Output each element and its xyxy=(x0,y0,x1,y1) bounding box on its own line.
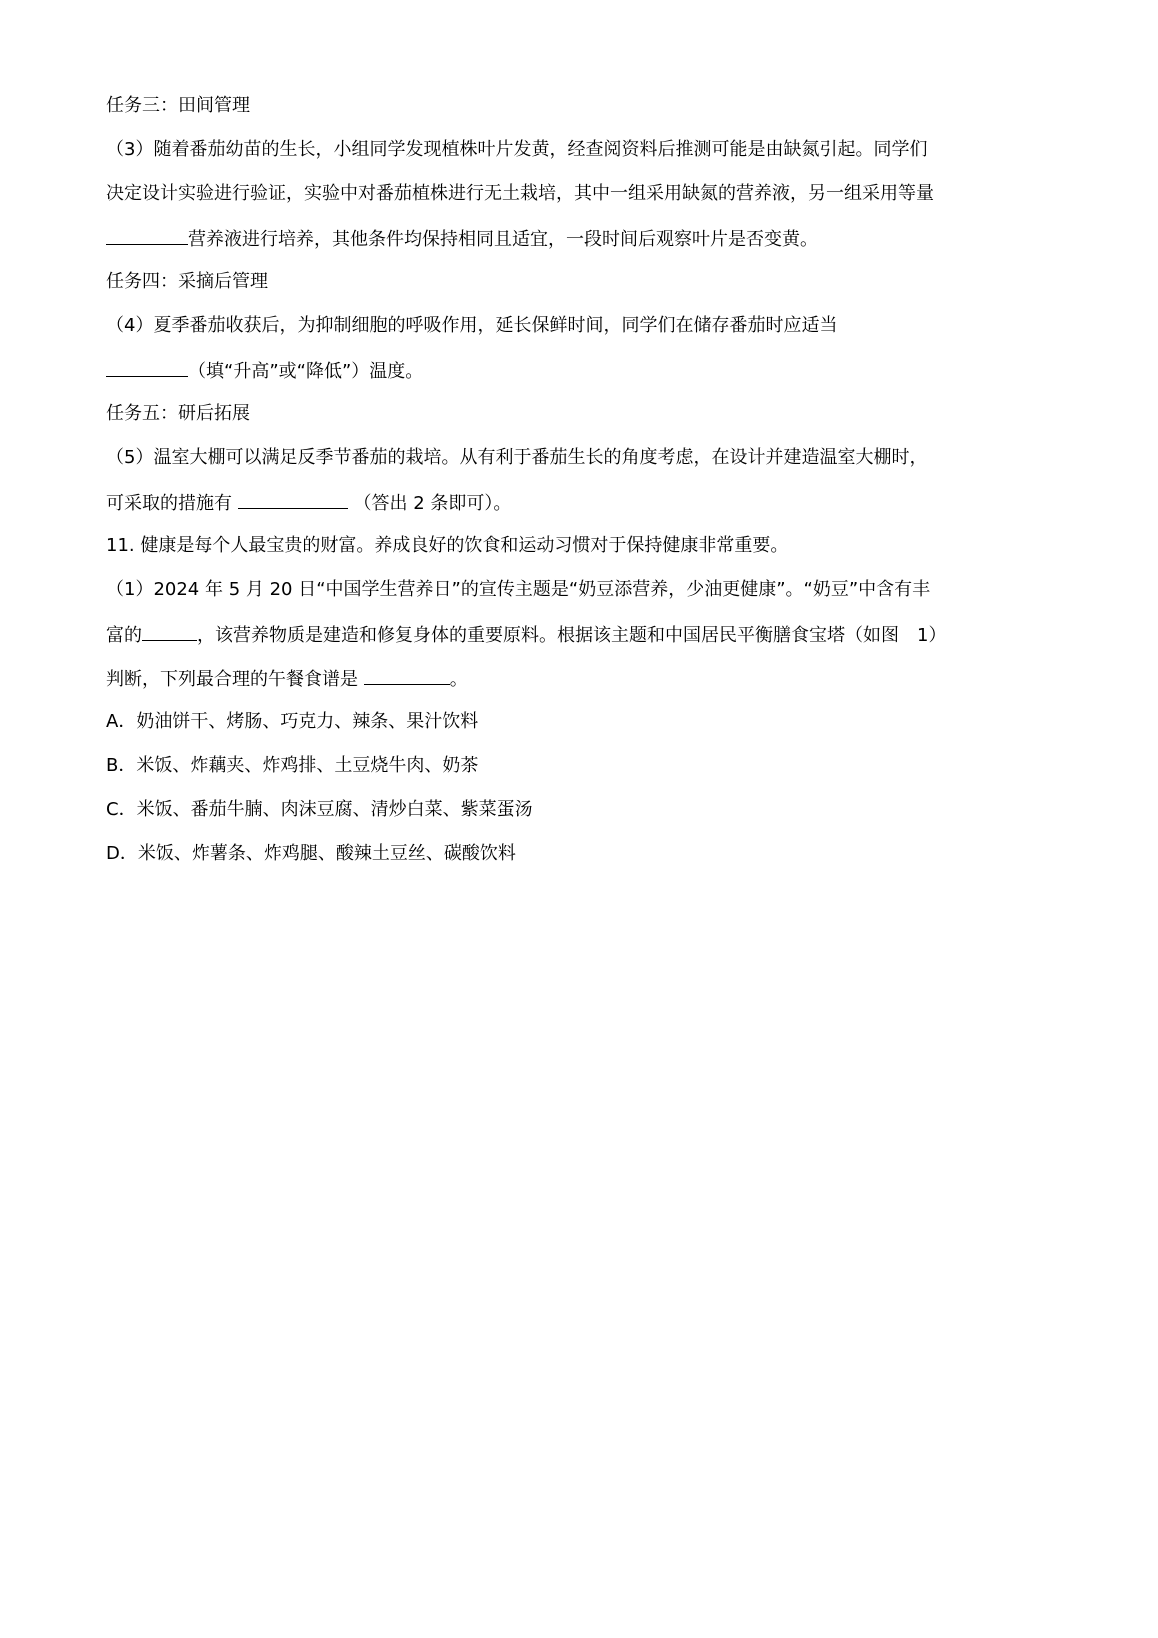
option-b: B．米饭、炸藕夹、炸鸡排、土豆烧牛肉、奶茶 xyxy=(106,755,479,776)
q11-stem: 11. 健康是每个人最宝贵的财富。养成良好的饮食和运动习惯对于保持健康非常重要。 xyxy=(106,535,789,556)
q11-part1-line-3 xyxy=(106,666,468,692)
answer-blank-q4[interactable] xyxy=(106,358,188,377)
q4-line-1: （4）夏季番茄收获后，为抑制细胞的呼吸作用，延长保鲜时间，同学们在储存番茄时应适当 xyxy=(106,315,838,336)
q4-line-2-text: （填“升高”或“降低”）温度。 xyxy=(188,361,424,382)
answer-blank-q5[interactable] xyxy=(238,490,348,509)
q11-line-3-after: 。 xyxy=(449,669,468,690)
q5-line-1: （5）温室大棚可以满足反季节番茄的栽培。从有利于番茄生长的角度考虑，在设计并建造温室大棚时， xyxy=(106,447,928,468)
q5-line-2-after: （答出 2 条即可）。 xyxy=(353,493,512,514)
option-a: A．奶油饼干、烤肠、巧克力、辣条、果汁饮料 xyxy=(106,711,479,732)
q3-line-2: 决定设计实验进行验证，实验中对番茄植株进行无土栽培，其中一组采用缺氮的营养液，另一组采用等量 xyxy=(106,183,934,204)
option-c: C．米饭、番茄牛腩、肉沫豆腐、清炒白菜、紫菜蛋汤 xyxy=(106,799,533,820)
task5-heading: 任务五：研后拓展 xyxy=(106,403,250,424)
q11-line-3-before: 判断，下列最合理的午餐食谱是 xyxy=(106,669,358,690)
q3-line-3 xyxy=(106,226,818,252)
q5-line-2 xyxy=(106,490,511,516)
answer-blank-q11-nutrient[interactable] xyxy=(142,622,197,641)
q11-line-2-after: ，该营养物质是建造和修复身体的重要原料。根据该主题和中国居民平衡膳食宝塔（如图 1） xyxy=(197,625,947,646)
q3-line-3-text: 营养液进行培养，其他条件均保持相同且适宜，一段时间后观察叶片是否变黄。 xyxy=(188,229,818,250)
task4-heading: 任务四：采摘后管理 xyxy=(106,271,268,292)
q11-part1-line-1: （1）2024 年 5 月 20 日“中国学生营养日”的宣传主题是“奶豆添营养，少油更健康”。“奶豆”中含有丰 xyxy=(106,579,931,600)
task3-heading: 任务三：田间管理 xyxy=(106,95,250,116)
q3-line-1: （3）随着番茄幼苗的生长，小组同学发现植株叶片发黄，经查阅资料后推测可能是由缺氮引起。同学们 xyxy=(106,139,928,160)
answer-blank-q3[interactable] xyxy=(106,226,188,245)
q11-line-2-before: 富的 xyxy=(106,625,142,646)
q4-line-2 xyxy=(106,358,423,384)
q11-part1-line-2 xyxy=(106,622,946,648)
option-d: D．米饭、炸薯条、炸鸡腿、酸辣土豆丝、碳酸饮料 xyxy=(106,843,516,864)
q5-line-2-before: 可采取的措施有 xyxy=(106,493,232,514)
answer-blank-q11-menu[interactable] xyxy=(364,666,450,685)
